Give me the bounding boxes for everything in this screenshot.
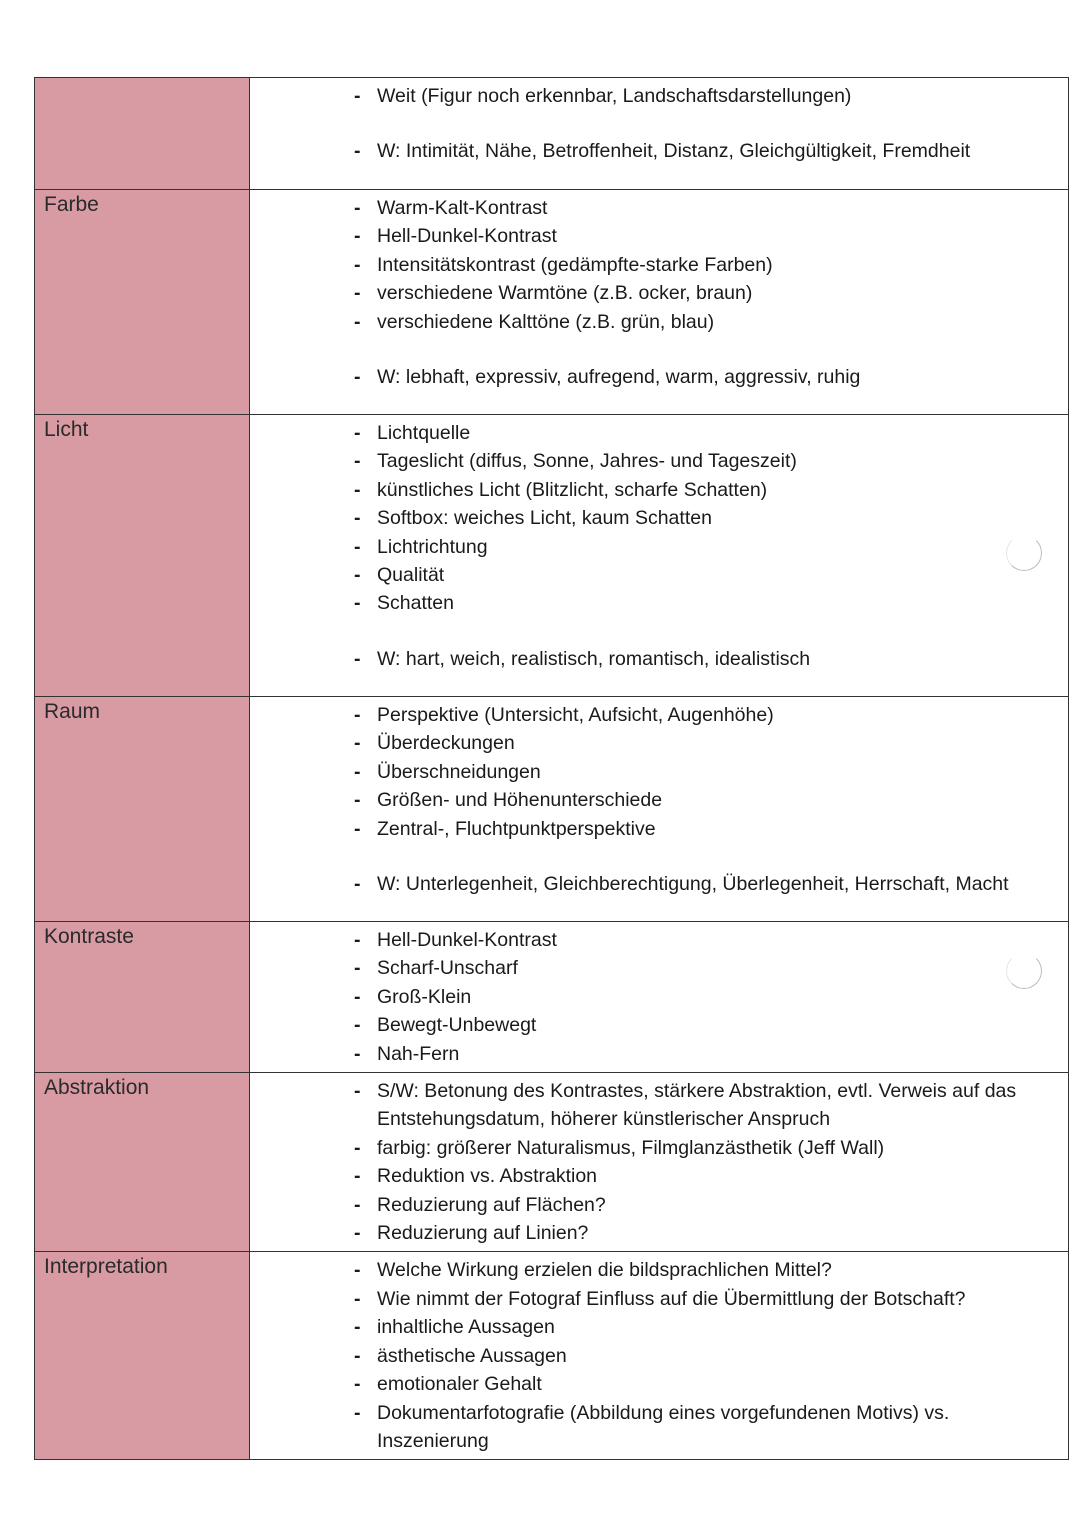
criteria-cell <box>250 1073 1069 1252</box>
list-item: - Hell-Dunkel-Kontrast <box>354 926 1062 954</box>
category-cell <box>35 1073 250 1252</box>
list-item: - S/W: Betonung des Kontrastes, stärkere Abstraktion, evtl. Verweis auf das Entstehungsdatum, höherer künstlerischer Anspruch <box>354 1077 1062 1134</box>
table-row <box>35 190 1069 415</box>
list-item: - Schatten <box>354 589 1062 617</box>
criteria-cell <box>250 415 1069 697</box>
category-label: Raum <box>44 700 101 723</box>
list-item: - Groß-Klein <box>354 983 1062 1011</box>
list-item: - Tageslicht (diffus, Sonne, Jahres- und Tageszeit) <box>354 447 1062 475</box>
category-cell <box>35 1252 250 1460</box>
list-item: - Scharf-Unscharf <box>354 954 1062 982</box>
list-item: - W: Intimität, Nähe, Betroffenheit, Distanz, Gleichgültigkeit, Fremdheit <box>354 137 1062 165</box>
list-item: - W: lebhaft, expressiv, aufregend, warm, aggressiv, ruhig <box>354 363 1062 391</box>
category-label: Interpretation <box>44 1255 168 1279</box>
list-item: - Zentral-, Fluchtpunktperspektive <box>354 815 1062 843</box>
list-item: - W: Unterlegenheit, Gleichberechtigung, Überlegenheit, Herrschaft, Macht <box>354 870 1062 898</box>
category-cell <box>35 78 250 190</box>
list-item: - Dokumentarfotografie (Abbildung eines vorgefundenen Motivs) vs. Inszenierung <box>354 1399 1062 1456</box>
criteria-list <box>250 1073 1068 1251</box>
table-row <box>35 78 1069 190</box>
table-body <box>35 78 1069 1460</box>
criteria-cell <box>250 697 1069 922</box>
criteria-cell <box>250 78 1069 190</box>
hole-punch-mark-upper <box>1006 535 1042 571</box>
criteria-list <box>250 697 1068 902</box>
list-item: - Lichtquelle <box>354 419 1062 447</box>
list-item: - W: hart, weich, realistisch, romantisch, idealistisch <box>354 645 1062 673</box>
table-row <box>35 1252 1069 1460</box>
list-item: - künstliches Licht (Blitzlicht, scharfe Schatten) <box>354 476 1062 504</box>
category-label: Licht <box>44 418 89 441</box>
list-item: - Lichtrichtung <box>354 533 1062 561</box>
list-item: - verschiedene Kalttöne (z.B. grün, blau) <box>354 308 1062 336</box>
table-row <box>35 697 1069 922</box>
list-item: - Reduzierung auf Flächen? <box>354 1191 1062 1219</box>
list-item: - Nah-Fern <box>354 1040 1062 1068</box>
list-item: - Überdeckungen <box>354 729 1062 757</box>
table-row <box>35 922 1069 1073</box>
list-item: - Wie nimmt der Fotograf Einfluss auf die Übermittlung der Botschaft? <box>354 1285 1062 1313</box>
table-row <box>35 415 1069 697</box>
list-item: - Intensitätskontrast (gedämpfte-starke Farben) <box>354 251 1062 279</box>
category-label: Abstraktion <box>44 1076 150 1100</box>
list-item: - Weit (Figur noch erkennbar, Landschaftsdarstellungen) <box>354 82 1062 110</box>
criteria-list <box>250 1252 1068 1459</box>
list-item: - verschiedene Warmtöne (z.B. ocker, braun) <box>354 279 1062 307</box>
list-item: - Größen- und Höhenunterschiede <box>354 786 1062 814</box>
list-item: - Hell-Dunkel-Kontrast <box>354 222 1062 250</box>
category-label <box>35 78 249 80</box>
list-item: - Perspektive (Untersicht, Aufsicht, Augenhöhe) <box>354 701 1062 729</box>
category-label: Kontraste <box>44 925 134 948</box>
category-label: Farbe <box>44 193 99 216</box>
list-item: - farbig: größerer Naturalismus, Filmglanzästhetik (Jeff Wall) <box>354 1134 1062 1162</box>
table-row <box>35 1073 1069 1252</box>
list-item: - Reduzierung auf Linien? <box>354 1219 1062 1247</box>
list-item: - Warm-Kalt-Kontrast <box>354 194 1062 222</box>
category-cell <box>35 415 250 697</box>
list-item: - ästhetische Aussagen <box>354 1342 1062 1370</box>
criteria-cell <box>250 1252 1069 1460</box>
criteria-list <box>250 922 1068 1072</box>
list-item: - Softbox: weiches Licht, kaum Schatten <box>354 504 1062 532</box>
hole-punch-mark-lower <box>1006 953 1042 989</box>
criteria-list <box>250 415 1068 677</box>
category-cell <box>35 190 250 415</box>
criteria-list <box>250 78 1068 170</box>
category-cell <box>35 922 250 1073</box>
list-item: - Überschneidungen <box>354 758 1062 786</box>
list-item: - Qualität <box>354 561 1062 589</box>
list-item: - emotionaler Gehalt <box>354 1370 1062 1398</box>
criteria-cell <box>250 922 1069 1073</box>
list-item: - Bewegt-Unbewegt <box>354 1011 1062 1039</box>
criteria-cell <box>250 190 1069 415</box>
list-item: - Reduktion vs. Abstraktion <box>354 1162 1062 1190</box>
analysis-table <box>34 77 1069 1460</box>
list-item: - inhaltliche Aussagen <box>354 1313 1062 1341</box>
category-cell <box>35 697 250 922</box>
list-item: - Welche Wirkung erzielen die bildsprachlichen Mittel? <box>354 1256 1062 1284</box>
criteria-list <box>250 190 1068 395</box>
